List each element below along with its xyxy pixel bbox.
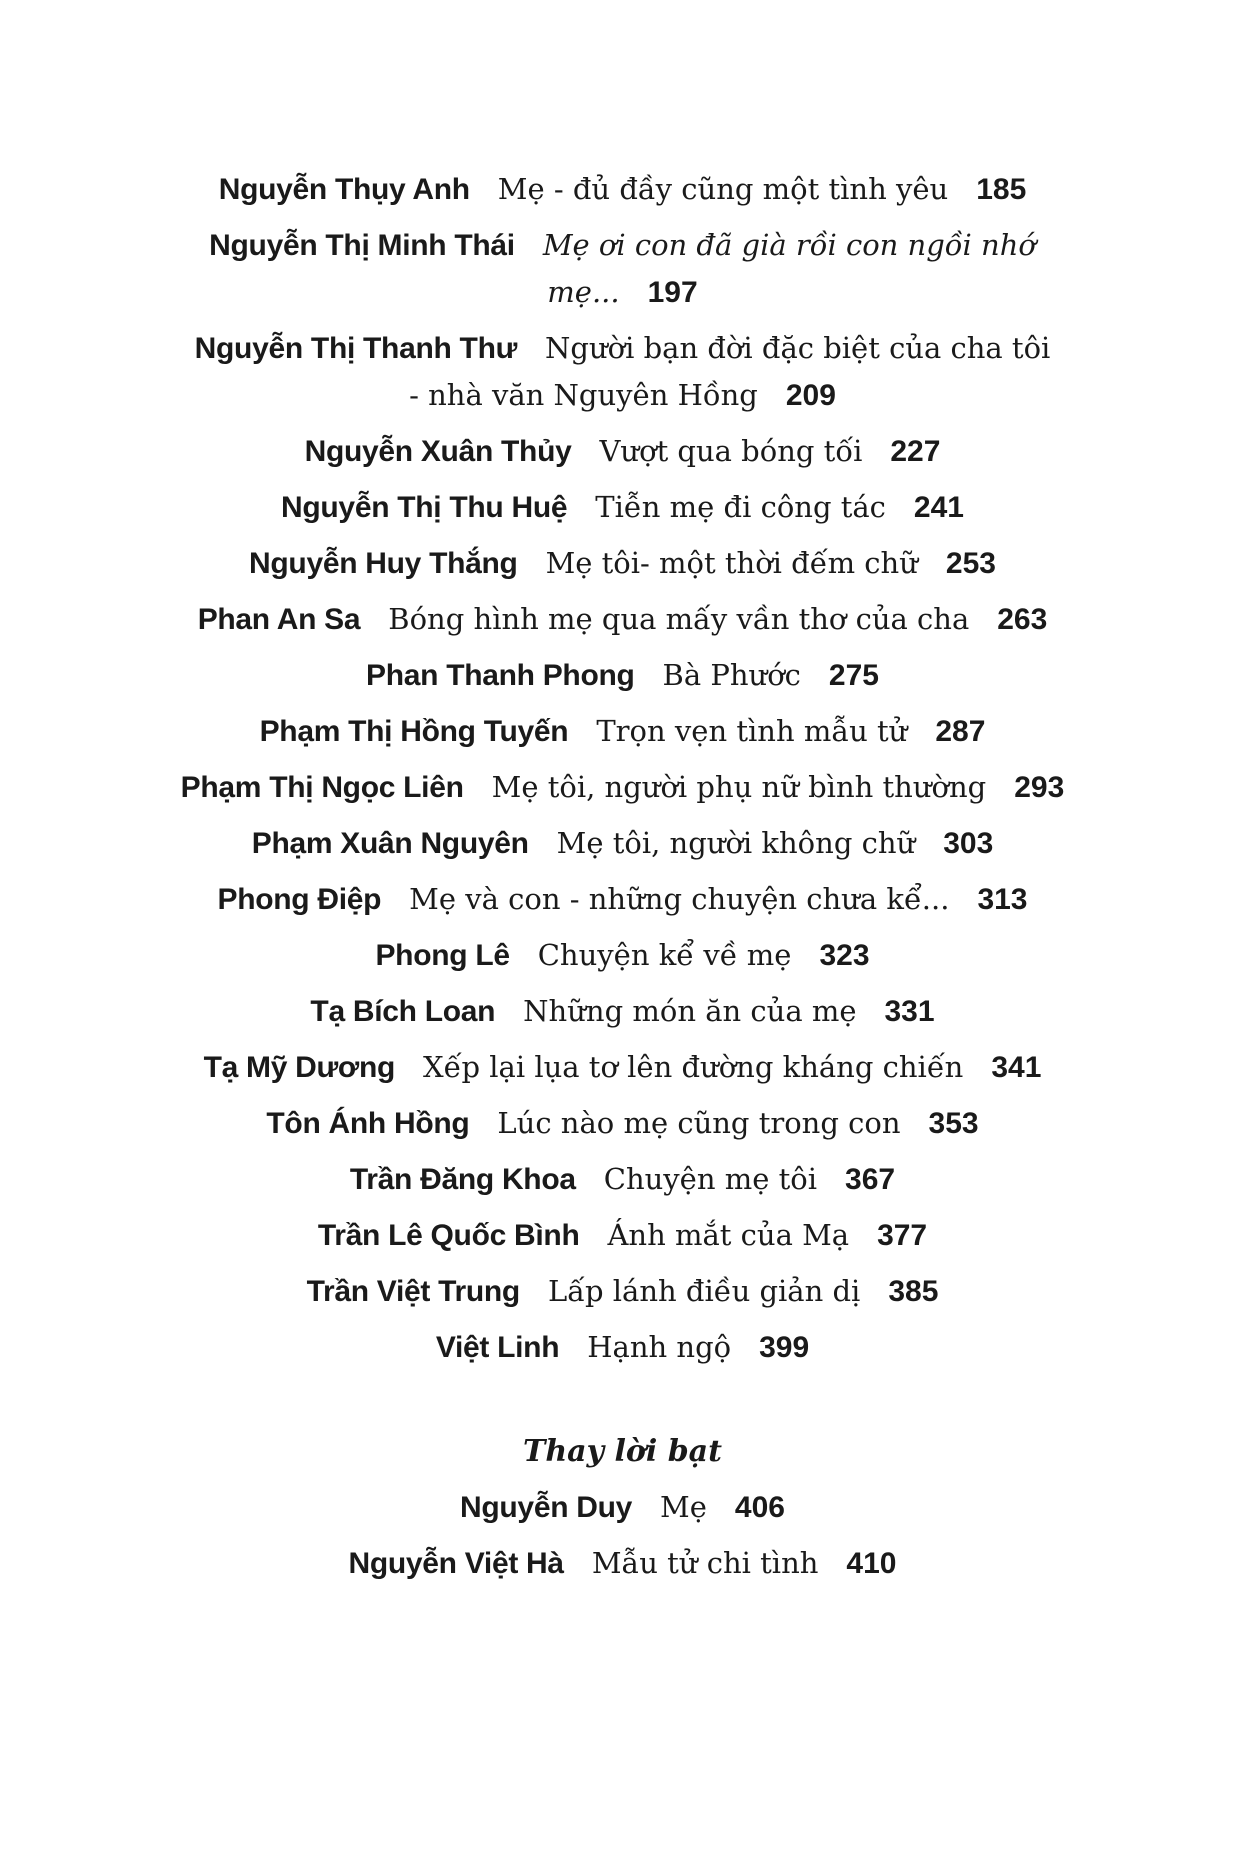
toc-page-number: 377 [877,1219,928,1252]
toc-title: Chuyện kể về mẹ [537,938,792,972]
toc-author: Phong Điệp [217,883,382,916]
toc-title: Bóng hình mẹ qua mấy vần thơ của cha [388,602,970,636]
toc-page-number: 209 [785,379,836,412]
toc-page-number: 227 [890,435,941,468]
toc-entry [0,1324,1245,1371]
toc-title: Lấp lánh điều giản dị [547,1274,861,1308]
toc-entry [0,1268,1245,1315]
toc-page-number: 406 [734,1491,785,1524]
toc-author: Tôn Ánh Hồng [266,1107,470,1140]
toc-author: Tạ Mỹ Dương [203,1051,396,1084]
toc-title: Những món ăn của mẹ [523,994,857,1028]
toc-author: Nguyễn Thị Thu Huệ [281,491,568,524]
afterword-heading: Thay lời bạt [523,1434,722,1469]
toc-author: Phạm Thị Ngọc Liên [180,771,464,804]
toc-page-number: 275 [828,659,879,692]
toc-author: Phạm Thị Hồng Tuyến [259,715,569,748]
toc-entry [0,820,1245,867]
toc-title: Mẹ ơi con đã già rồi con ngồi nhớ mẹ... [542,228,1036,309]
toc-entry [0,764,1245,811]
toc-title: Hạnh ngộ [587,1330,732,1364]
toc-title: Vượt qua bóng tối [599,434,863,468]
toc-title: Tiễn mẹ đi công tác [595,490,886,524]
toc-entry [0,1540,1245,1587]
toc-author: Phan An Sa [197,603,361,636]
toc-page-number: 185 [976,173,1027,206]
toc-author: Trần Việt Trung [306,1275,520,1308]
toc-author: Trần Lê Quốc Bình [317,1219,580,1252]
toc-title: Chuyện mẹ tôi [603,1162,818,1196]
toc-page-number: 341 [991,1051,1042,1084]
toc-entry [0,876,1245,923]
toc-page-number: 287 [935,715,986,748]
toc-page-number: 385 [888,1275,939,1308]
toc-entry [0,540,1245,587]
toc-entry-wrap [193,325,1053,419]
toc-entry [0,222,1245,316]
toc-page-number: 253 [945,547,996,580]
toc-author: Nguyễn Thị Minh Thái [209,229,515,262]
toc-page-number: 353 [928,1107,979,1140]
toc-entry [0,988,1245,1035]
toc-author: Phong Lê [375,939,510,972]
toc-entry [0,428,1245,475]
table-of-contents [0,166,1245,1596]
toc-page-number: 263 [997,603,1048,636]
toc-author: Phạm Xuân Nguyên [251,827,529,860]
toc-page-number: 197 [647,276,698,309]
toc-entry [0,596,1245,643]
toc-entry [0,708,1245,755]
toc-title: Xếp lại lụa tơ lên đường kháng chiến [423,1050,964,1084]
toc-page-number: 241 [913,491,964,524]
toc-entry [0,166,1245,213]
toc-page-number: 331 [884,995,935,1028]
toc-page-number: 323 [819,939,870,972]
toc-author: Tạ Bích Loan [310,995,496,1028]
toc-page-number: 293 [1014,771,1065,804]
toc-author: Nguyễn Huy Thắng [249,547,518,580]
toc-title: Mẹ và con - những chuyện chưa kể... [409,882,950,916]
toc-title: Bà Phước [662,658,801,692]
toc-title: Mẹ tôi, người phụ nữ bình thường [491,770,987,804]
toc-title: Mẫu tử chi tình [591,1546,819,1580]
toc-page-number: 303 [943,827,994,860]
toc-author: Việt Linh [435,1331,560,1364]
toc-author: Nguyễn Thụy Anh [218,173,470,206]
toc-author: Nguyễn Duy [460,1491,633,1524]
toc-entry-wrap [193,222,1053,316]
toc-entry [0,1212,1245,1259]
toc-title: Mẹ - đủ đầy cũng một tình yêu [497,172,949,206]
toc-title: Mẹ tôi, người không chữ [556,826,916,860]
toc-author: Nguyễn Xuân Thủy [304,435,572,468]
toc-entry [0,932,1245,979]
toc-entry [0,1100,1245,1147]
toc-title: Lúc nào mẹ cũng trong con [497,1106,901,1140]
toc-entry [0,1156,1245,1203]
toc-entry [0,652,1245,699]
toc-title: Trọn vẹn tình mẫu tử [596,714,908,748]
toc-page-number: 367 [845,1163,896,1196]
toc-page-number: 399 [759,1331,810,1364]
toc-title: Mẹ [660,1490,707,1524]
toc-entry [0,1484,1245,1531]
toc-author: Trần Đăng Khoa [349,1163,576,1196]
toc-page-number: 313 [977,883,1028,916]
toc-title: Người bạn đời đặc biệt của cha tôi - nhà văn Nguyên Hồng [409,331,1051,412]
toc-page-number: 410 [846,1547,897,1580]
toc-title: Mẹ tôi- một thời đếm chữ [545,546,918,580]
toc-title: Ánh mắt của Mạ [607,1218,850,1252]
toc-author: Phan Thanh Phong [366,659,635,692]
toc-entry [0,1044,1245,1091]
toc-entry [0,484,1245,531]
toc-author: Nguyễn Việt Hà [348,1547,564,1580]
toc-author: Nguyễn Thị Thanh Thư [194,332,518,365]
toc-entry [0,325,1245,419]
